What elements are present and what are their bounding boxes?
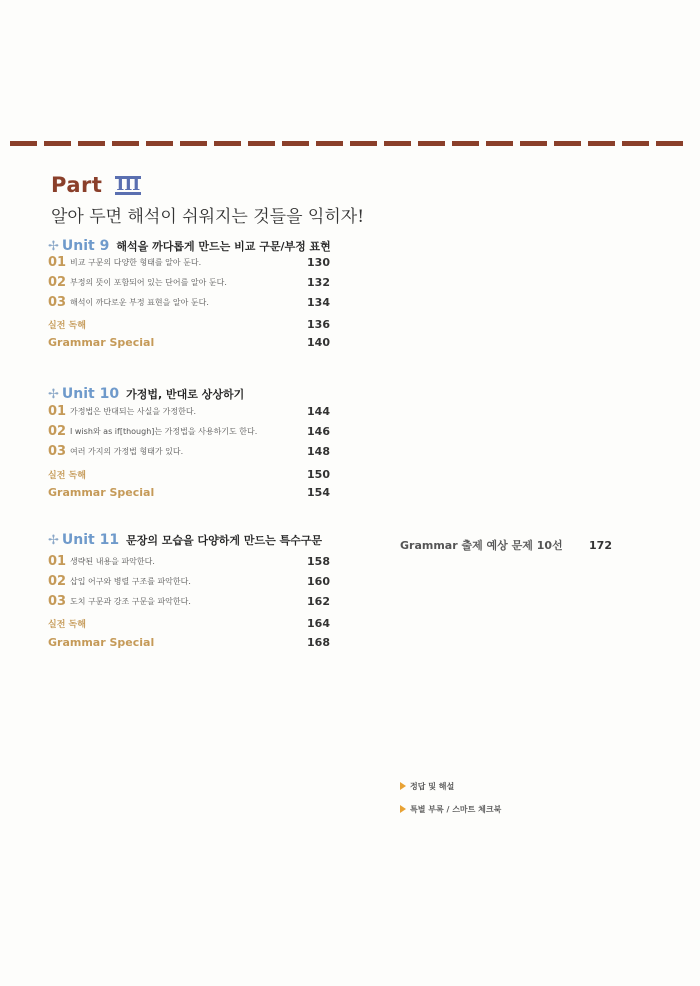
page-number: 148 <box>307 444 330 458</box>
lesson-title: I wish와 as if[though]는 가정법을 사용하기도 한다. <box>70 426 258 436</box>
unit-title: 문장의 모습을 다양하게 만드는 특수구문 <box>126 534 323 547</box>
unit-number: Unit 9 <box>61 238 110 254</box>
plus-icon: ✢ <box>48 532 59 548</box>
special-label: Grammar Special <box>48 635 155 649</box>
reading-label: 실전 독해 <box>48 470 86 481</box>
toc-entry[interactable] <box>48 422 330 440</box>
unit-title: 가정법, 반대로 상상하기 <box>126 388 245 401</box>
toc-entry[interactable] <box>48 592 330 610</box>
page-number: 164 <box>307 616 330 630</box>
lesson-number: 02 <box>48 423 67 439</box>
lesson-title: 여러 가지의 가정법 형태가 있다. <box>70 446 184 456</box>
part-heading <box>51 172 141 198</box>
toc-entry[interactable] <box>48 572 330 590</box>
unit-number: Unit 11 <box>61 532 120 548</box>
page-number: 160 <box>307 574 330 588</box>
lesson-title: 도치 구문과 강조 구문을 파악한다. <box>70 596 191 606</box>
page-number: 172 <box>589 538 612 552</box>
toc-entry[interactable] <box>48 442 330 460</box>
special-label: Grammar Special <box>48 485 155 499</box>
unit-heading <box>48 384 338 404</box>
part-numeral: III <box>116 174 141 195</box>
page-number: 154 <box>307 485 330 499</box>
lesson-title: 비교 구문의 다양한 형태를 알아 둔다. <box>70 257 202 267</box>
lesson-title: 해석이 까다로운 부정 표현을 알아 둔다. <box>70 297 209 307</box>
page-number: 150 <box>307 467 330 481</box>
dashed-divider <box>10 141 690 146</box>
arrow-right-icon <box>400 805 406 813</box>
toc-entry[interactable] <box>48 293 330 311</box>
toc-entry-reading[interactable] <box>48 465 330 483</box>
toc-entry[interactable] <box>48 552 330 570</box>
appendix-item-answers[interactable] <box>400 778 454 794</box>
toc-entry-special[interactable] <box>48 633 330 651</box>
toc-entry-extra[interactable] <box>400 537 612 553</box>
unit-heading <box>48 530 338 550</box>
lesson-number: 01 <box>48 403 67 419</box>
lesson-number: 01 <box>48 254 67 270</box>
part-word: Part <box>51 173 103 197</box>
arrow-right-icon <box>400 782 406 790</box>
lesson-number: 02 <box>48 274 67 290</box>
lesson-number: 01 <box>48 553 67 569</box>
page-number: 162 <box>307 594 330 608</box>
lesson-title: 생략된 내용을 파악한다. <box>70 556 155 566</box>
toc-entry-reading[interactable] <box>48 614 330 632</box>
page-number: 136 <box>307 317 330 331</box>
lesson-title: 삽입 어구와 병렬 구조를 파악한다. <box>70 576 191 586</box>
lesson-number: 03 <box>48 294 67 310</box>
lesson-number: 02 <box>48 573 67 589</box>
page-number: 146 <box>307 424 330 438</box>
unit-10-section <box>48 384 338 499</box>
page-number: 130 <box>307 255 330 269</box>
special-label: Grammar Special <box>48 335 155 349</box>
appendix-label: 정답 및 해설 <box>410 781 455 791</box>
lesson-title: 가정법은 반대되는 사실을 가정한다. <box>70 406 197 416</box>
lesson-title: 부정의 뜻이 포함되어 있는 단어를 알아 둔다. <box>70 277 227 287</box>
unit-title: 해석을 까다롭게 만드는 비교 구문/부정 표현 <box>116 240 331 253</box>
appendix-item-checkbook[interactable] <box>400 801 501 817</box>
reading-label: 실전 독해 <box>48 320 86 331</box>
page-number: 158 <box>307 554 330 568</box>
plus-icon: ✢ <box>48 238 59 254</box>
toc-entry-reading[interactable] <box>48 315 330 333</box>
unit-number: Unit 10 <box>61 386 120 402</box>
page-number: 168 <box>307 635 330 649</box>
page-number: 134 <box>307 295 330 309</box>
lesson-number: 03 <box>48 593 67 609</box>
appendix-label: 특별 부록 / 스마트 체크북 <box>410 804 502 814</box>
page-number: 140 <box>307 335 330 349</box>
page-number: 132 <box>307 275 330 289</box>
toc-entry[interactable] <box>48 253 330 271</box>
toc-entry[interactable] <box>48 402 330 420</box>
plus-icon: ✢ <box>48 386 59 402</box>
part-subtitle: 알아 두면 해석이 쉬워지는 것들을 익히자! <box>51 207 365 227</box>
toc-entry-special[interactable] <box>48 333 330 351</box>
unit-9-section <box>48 236 338 349</box>
page-number: 144 <box>307 404 330 418</box>
lesson-number: 03 <box>48 443 67 459</box>
toc-entry[interactable] <box>48 273 330 291</box>
extra-title: Grammar 출제 예상 문제 10선 <box>400 539 563 552</box>
toc-entry-special[interactable] <box>48 483 330 501</box>
reading-label: 실전 독해 <box>48 619 86 630</box>
unit-11-section <box>48 530 338 649</box>
